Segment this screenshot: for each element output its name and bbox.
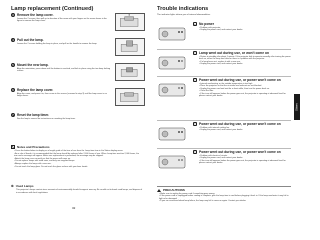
condition-line: • Unplug the power cord, and contact your dealer.: [199, 129, 243, 132]
condition-overheat: [193, 78, 291, 98]
recycle-icon: ♻: [11, 184, 14, 188]
divider: [157, 76, 291, 77]
indicator-mark: !: [194, 78, 196, 82]
indicator-mark: +: [194, 22, 196, 26]
precaution-line: • If the power cord is unplugged before cooling is complete, give the lamp time to cool before plugging it back in. If the lamp overheats it may fail to light or be damaged.: [159, 195, 289, 200]
step-number: 7: [12, 113, 14, 117]
condition-line: • Problem with internal cooling fan.: [199, 126, 230, 129]
notes-heading: Notes and Precautions: [17, 145, 50, 149]
step-title: Remove the lamp cover.: [17, 13, 54, 17]
illustration-pull-lamp: [115, 38, 145, 56]
step-text: Align the cover, and press it in, then screw in the screws (screwed in step 3) until the lamp cover is no longer loose.: [17, 92, 107, 97]
condition-line: • Clean the filter.: [199, 90, 214, 93]
left-page-title: Lamp replacement (Continued): [11, 6, 94, 12]
projector-indicator-illustration: [157, 150, 189, 172]
step-number: 3: [12, 13, 14, 17]
condition-line: • Problem with electrical circuits.: [199, 154, 228, 157]
note-line: • Always replace the lamp with a new one.: [14, 162, 52, 165]
step-title: Mount the new lamp.: [17, 63, 49, 67]
condition-title: Power went out during use, or power won't come on: [199, 122, 281, 126]
illustration-replace-cover: [115, 88, 145, 106]
note-line: • Do not replace lamps with used ones, and only use supplied lamps.: [14, 160, 75, 163]
step-text: Loosen the 2 screws, then pull up to direction of the arrow with your fingers as the arrow shown in the figure to remove the lamp cover.: [17, 17, 107, 22]
step-pull-lamp: [11, 38, 111, 45]
condition-line: • If the icon still appears before the power goes out, the projector is operating at abnormal level for please contact your dealer.: [199, 92, 286, 98]
condition-line: • Unplug the power cord, and contact your dealer.: [199, 157, 243, 160]
note-icon: ✎: [11, 145, 15, 149]
condition-line: • Internal overheating, or the outside temperature is too high.: [199, 82, 253, 85]
divider: [157, 148, 291, 149]
left-page: [0, 0, 150, 212]
projector-indicator-illustration: [157, 51, 189, 73]
note-line: • Press the button below to display on a length guide of the time of use from the Lamp time item in the Status display menu.: [14, 150, 124, 152]
warning-icon: [157, 189, 161, 192]
condition-no-power: [193, 22, 291, 32]
condition-line: • Unplug the power cord and wait for a short while, then turn the power back on.: [199, 87, 270, 90]
condition-line: • If the icon still appears before the power goes out, the projector is operating at abnormal level for please contact your dealer.: [199, 159, 286, 165]
step-title: Pull out the lamp.: [17, 38, 44, 42]
precautions: [157, 186, 291, 202]
condition-line: • Unplug the power cord, and contact your dealer.: [199, 63, 243, 66]
condition-line: • Place the projector so that the air intake and exhaust are not blocked.: [199, 85, 262, 88]
condition-circuit: [193, 150, 291, 165]
precautions-heading: PRECAUTIONS: [163, 188, 185, 192]
condition-line: • Unplug the power cord, and contact your dealer.: [199, 29, 243, 32]
note-line: • Do not touch the lamp glass. Do not touch the glass surface with your bare hands.: [14, 165, 88, 168]
precaution-line: • If you are concerned about lamp failure, the lamp may fail to come on again. Contact your dealer.: [159, 200, 247, 203]
step-title: Replace the lamp cover.: [17, 88, 54, 92]
step-reset-timer: [11, 113, 111, 120]
condition-title: No power: [199, 22, 215, 26]
notes-and-precautions: [11, 145, 143, 168]
side-tab-others: Others: [294, 94, 300, 120]
projector-indicator-illustration: [157, 78, 189, 100]
illustration-mount-lamp: [115, 63, 145, 81]
condition-title: Power went out during use, or power won't come on: [199, 78, 281, 82]
divider: [157, 49, 291, 50]
step-remove-cover: [11, 13, 111, 23]
note-line: • As a rule of thumb, it is recommended that the lamp should be replaced after 2,000 hours of use. When Lamp time reaches 2,000 hours, the icon and a message will appear. Make sure replacement is performed; the message may be skipped.: [14, 152, 139, 158]
condition-lamp-out: [193, 51, 291, 66]
step-title: Reset the lamp timer.: [17, 113, 50, 117]
projector-indicator-illustration: [157, 122, 189, 144]
used-lamps-line: This projector's lamps contain trace amounts of environmentally harmful inorganic mercury. Be careful not to break used lamps, and dispose of in accordance with local regulations.: [16, 189, 143, 194]
used-lamps-heading: Used Lamps: [15, 184, 34, 188]
projector-indicator-illustration: [157, 22, 189, 44]
divider: [157, 120, 291, 121]
condition-title: Power went out during use, or power won't come on: [199, 150, 281, 154]
note-line: • Attach the lamp cover correctly so that the power will come on.: [14, 157, 71, 160]
page-number: 32: [72, 206, 76, 210]
condition-fan: [193, 122, 291, 132]
intro-text: The indicator lights inform you of internal abnormalities.: [157, 14, 211, 16]
condition-line: • Return to standby after about 1 minute. If the projector fails to operate normally after turning the power back on, either the lamp has failed or there is a problem with the projector.: [199, 55, 291, 61]
condition-title: Lamp went out during use, or won't come on: [199, 51, 270, 55]
indicator-mark: !: [194, 51, 196, 55]
illustration-lamp-cover: [115, 13, 145, 31]
step-text: See the lamp's manual for instructions on resetting the lamp timer.: [17, 117, 76, 120]
step-number: 6: [12, 88, 14, 92]
condition-line: • Problem with projector.: [199, 26, 221, 29]
step-replace-cover: [11, 88, 111, 98]
used-lamps: [11, 184, 143, 194]
condition-line: • If a lamp burns out, replace it with a new one.: [199, 60, 241, 63]
right-page-title: Trouble indications: [157, 6, 209, 12]
step-text: Align the orientation, press down until the bottom is reached, and lock in place using the two lamp locking screws.: [17, 67, 111, 72]
step-number: 5: [12, 63, 14, 67]
step-text: Loosen the 2 screws holding the lamp in place, and pull on the handle to remove the lamp.: [17, 42, 98, 45]
indicator-mark: !: [194, 122, 196, 126]
precaution-line: • Make sure to unplug the power cord if something goes wrong.: [159, 192, 215, 195]
step-number: 4: [12, 38, 14, 42]
step-mount-lamp: [11, 63, 111, 73]
indicator-mark: !: [194, 150, 196, 154]
